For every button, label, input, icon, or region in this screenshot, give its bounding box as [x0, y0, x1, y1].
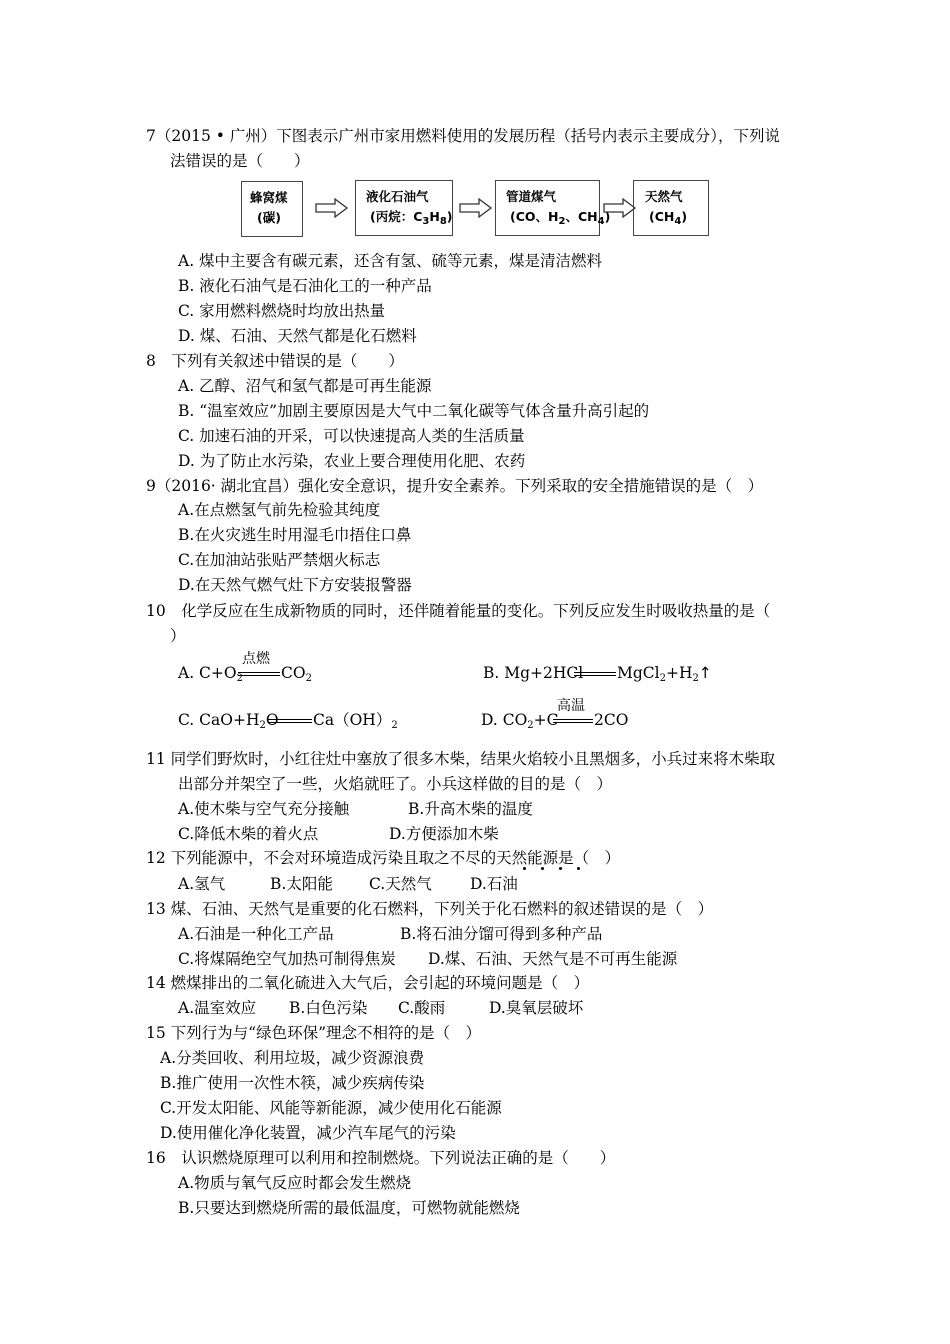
diagram-box-honeycomb-coal: [241, 181, 303, 237]
q12-option-b: B.太阳能: [270, 875, 333, 893]
box3-title: 管道煤气: [506, 189, 557, 204]
q14-option-b: B.白色污染: [289, 999, 368, 1017]
q9-stem: 9（2016· 湖北宜昌）强化安全意识，提升安全素养。下列采取的安全措施错误的是（ ）: [146, 477, 764, 495]
q8-option-d: D. 为了防止水污染，农业上要合理使用化肥、农药: [178, 452, 526, 470]
box1-formula: (碳): [257, 210, 281, 225]
q11-option-a: A.使木柴与空气充分接触: [178, 800, 350, 818]
q8-option-a: A. 乙醇、沼气和氢气都是可再生能源: [178, 377, 432, 395]
q15-stem: 15 下列行为与“绿色环保”理念不相符的是（ ）: [146, 1024, 481, 1042]
q16-option-b: B.只要达到燃烧所需的最低温度，可燃物就能燃烧: [178, 1199, 520, 1217]
box4-title: 天然气: [645, 189, 683, 204]
q9-option-b: B.在火灾逃生时用湿毛巾捂住口鼻: [178, 526, 412, 544]
emphasis-dot: [541, 867, 544, 870]
diagram-box-natural-gas: [633, 180, 709, 236]
diagram-box-pipeline-gas: [495, 180, 611, 236]
q10-a-product: $CO_2$: [281, 664, 312, 684]
arrow-right-icon: [459, 198, 493, 218]
q7-option-b: B. 液化石油气是石油化工的一种产品: [178, 277, 432, 295]
arrow-right-icon: [315, 198, 349, 218]
q10-d-equals-sign: [553, 719, 593, 723]
q9-option-c: C.在加油站张贴严禁烟火标志: [178, 551, 381, 569]
q12-option-d: D.石油: [470, 875, 518, 893]
q10-c-product: $Ca(OH)_2$: [313, 711, 398, 731]
q15-option-b: B.推广使用一次性木筷，减少疾病传染: [160, 1074, 425, 1092]
q13-stem: 13 煤、石油、天然气是重要的化石燃料，下列关于化石燃料的叙述错误的是（ ）: [146, 900, 714, 918]
q8-option-b: B. “温室效应”加剧主要原因是大气中二氧化碳等气体含量升高引起的: [178, 402, 650, 420]
q10-a-equals-sign: [238, 672, 280, 676]
q10-d-condition: 高温: [557, 698, 585, 714]
q7-stem-line2: 法错误的是（ ）: [170, 152, 310, 170]
q10-a-condition: 点燃: [242, 651, 270, 667]
q15-option-d: D.使用催化净化装置，减少汽车尾气的污染: [160, 1124, 456, 1142]
q15-option-a: A.分类回收、利用垃圾，减少资源浪费: [160, 1049, 425, 1067]
q11-option-c: C.降低木柴的着火点: [178, 825, 319, 843]
q13-option-d: D.煤、石油、天然气是不可再生能源: [428, 950, 678, 968]
q10-d-reactants: D. $CO_2+C$: [481, 711, 559, 731]
q12-option-a: A.氢气: [178, 875, 226, 893]
q14-option-d: D.臭氧层破坏: [489, 999, 584, 1017]
q10-d-product: 2CO: [594, 711, 629, 729]
q10-c-equals-sign: [268, 719, 312, 723]
emphasis-dot: [577, 867, 580, 870]
q7-option-c: C. 家用燃料燃烧时均放出热量: [178, 302, 386, 320]
q9-option-a: A.在点燃氢气前先检验其纯度: [178, 501, 381, 519]
q14-option-a: A.温室效应: [178, 999, 257, 1017]
box2-formula: (丙烷：$C_3H_8$): [370, 209, 453, 227]
box4-formula: $(CH_4)$: [649, 209, 688, 227]
q16-stem: 16 认识燃烧原理可以利用和控制燃烧。下列说法正确的是（ ）: [146, 1149, 616, 1167]
q12-stem: 12 下列能源中，不会对环境造成污染且取之不尽的天然能源是（ ）: [146, 849, 621, 867]
q10-stem-line1: 10 化学反应在生成新物质的同时，还伴随着能量的变化。下列反应发生时吸收热量的是（: [146, 602, 771, 620]
q7-option-d: D. 煤、石油、天然气都是化石燃料: [178, 327, 417, 345]
arrow-right-icon: [603, 198, 637, 218]
q10-c-reactants: C. $CaO+H_2O$: [178, 711, 279, 731]
q10-b-equals-sign: [574, 672, 616, 676]
q8-stem: 8 下列有关叙述中错误的是（ ）: [146, 352, 404, 370]
q14-stem: 14 燃煤排出的二氧化硫进入大气后，会引起的环境问题是（ ）: [146, 974, 590, 992]
q11-stem-line1: 11 同学们野炊时，小红往灶中塞放了很多木柴，结果火焰较小且黑烟多，小兵过来将木柴取: [146, 750, 776, 768]
q10-b-reactants: B. Mg+2HCl: [483, 664, 584, 682]
q7-option-a: A. 煤中主要含有碳元素，还含有氢、硫等元素，煤是清洁燃料: [178, 252, 603, 270]
q15-option-c: C.开发太阳能、风能等新能源，减少使用化石能源: [160, 1099, 502, 1117]
q10-a-reactants: A. $C+O_2$: [178, 664, 243, 684]
q16-option-a: A.物质与氧气反应时都会发生燃烧: [178, 1174, 412, 1192]
q14-option-c: C.酸雨: [398, 999, 446, 1017]
q12-option-c: C.天然气: [369, 875, 432, 893]
q10-stem-line2: ）: [170, 627, 186, 645]
q11-stem-line2: 出部分并架空了一些，火焰就旺了。小兵这样做的目的是（ ）: [178, 775, 613, 793]
q13-option-b: B.将石油分馏可得到多种产品: [400, 925, 603, 943]
box2-title: 液化石油气: [366, 189, 429, 204]
emphasis-dot: [559, 867, 562, 870]
q11-option-d: D.方便添加木柴: [389, 825, 499, 843]
q10-b-products: $MgCl_2+H_2↑$: [617, 664, 712, 684]
box3-formula: (CO、$H_2$、$CH_4$): [510, 209, 611, 227]
emphasis-dot: [523, 867, 526, 870]
q9-option-d: D.在天然气燃气灶下方安装报警器: [178, 576, 412, 594]
box1-title: 蜂窝煤: [250, 190, 288, 205]
q13-option-c: C.将煤隔绝空气加热可制得焦炭: [178, 950, 396, 968]
q8-option-c: C. 加速石油的开采，可以快速提高人类的生活质量: [178, 427, 525, 445]
q7-stem-line1: 7（2015 • 广州）下图表示广州市家用燃料使用的发展历程（括号内表示主要成分），下列说: [146, 127, 781, 145]
diagram-box-lpg: [355, 180, 453, 236]
q13-option-a: A.石油是一种化工产品: [178, 925, 334, 943]
q11-option-b: B.升高木柴的温度: [408, 800, 533, 818]
